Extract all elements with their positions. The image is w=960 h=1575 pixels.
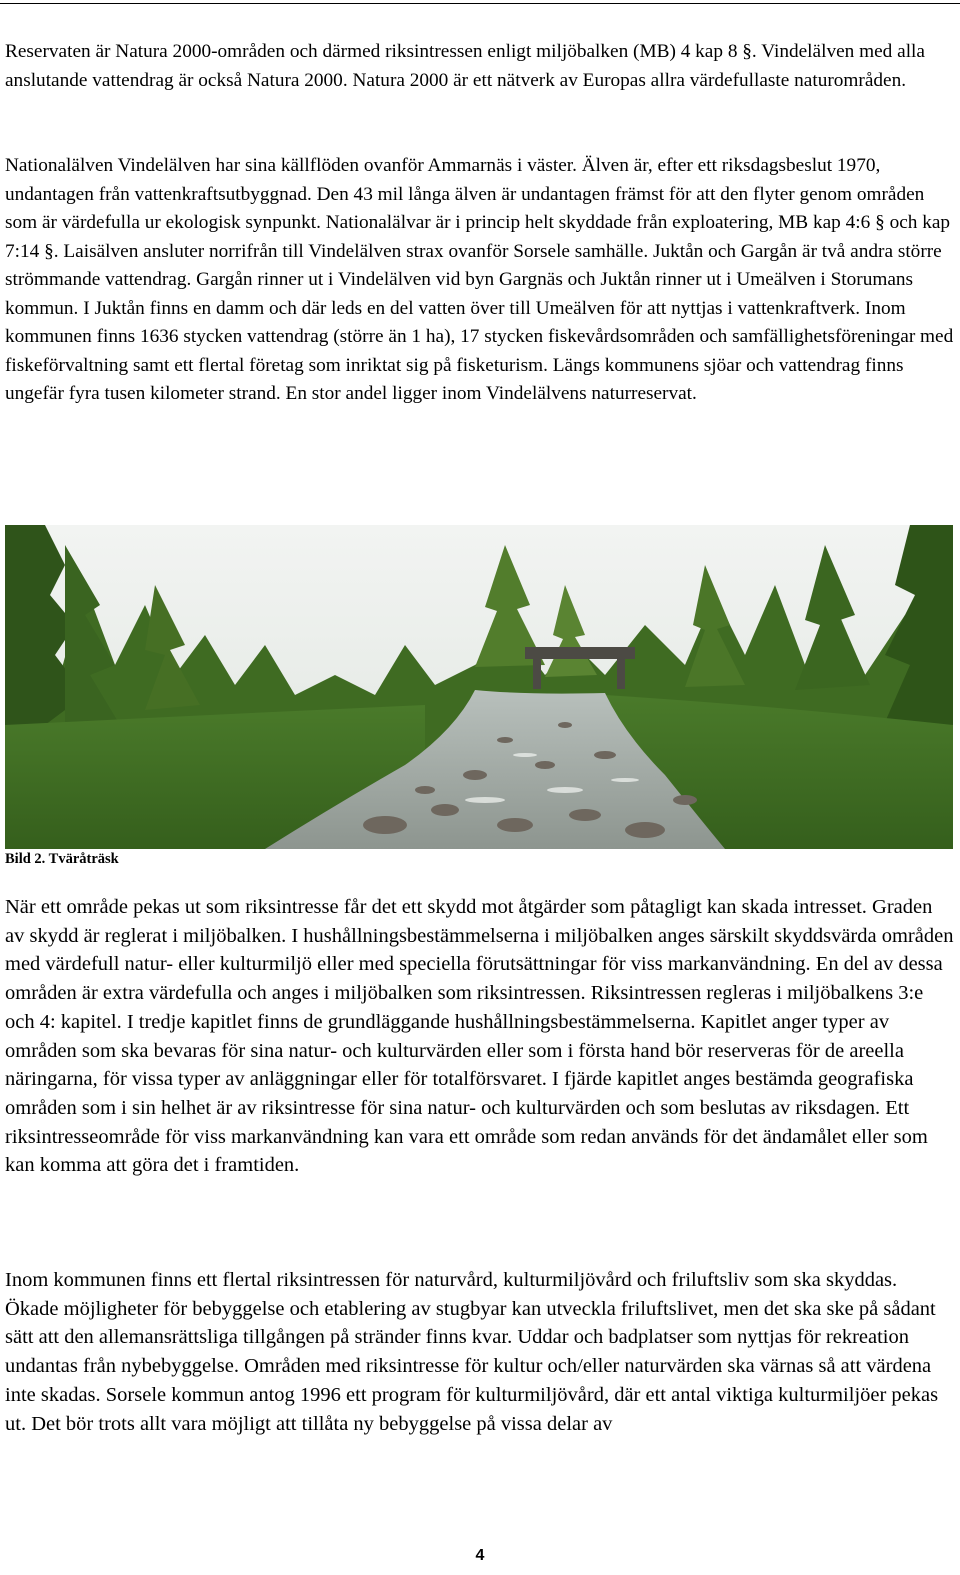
paragraph-riksintresse-skydd: När ett område pekas ut som riksintresse får det ett skydd mot åtgärder som påtagligt kan skada intresset. Graden av skydd är reglerat i miljöbalken. I hushållningsbestämmelserna i miljöbalken anges särskilt skyddsvärda områden med värdefull natur- eller kulturmiljö eller med speciella förutsättningar för viss markanvändning. En del av dessa områden är extra värdefulla och anges i miljöbalken som riksintressen. Riksintressen regleras i miljöbalkens 3:e och 4: kapitel. I tredje kapitlet finns de grundläggande hushållningsbestämmelserna. Kapitlet anger typer av områden som ska bevaras för sina natur- och kulturvärden eller som i första hand bör reserveras för de areella näringarna, för vissa typer av anläggningar eller för totalförsvaret. I fjärde kapitlet anges bestämda geografiska områden som i sin helhet är av riksintresse för sina natur- och kulturvärden och som beslutas av riksdagen. Ett riksintresseområde för viss markanvändning kan vara ett område som redan används för det ändamålet eller som kan komma att göra det i framtiden.: [5, 896, 954, 1177]
figure-caption: Bild 2. Tväråträsk: [5, 851, 119, 867]
paragraph-vindelalven: Nationalälven Vindelälven har sina källflöden ovanför Ammarnäs i väster. Älven är, efter ett riksdagsbeslut 1970, undantagen från vattenkraftsutbyggnad. Den 43 mil långa älven är undantagen främst för att den flyter genom områden som är värdefulla ur ekologisk synpunkt. Nationalälvar är i princip helt skyddade från exploatering, MB kap 4:6 § och kap 7:14 §. Laisälven ansluter norrifrån till Vindelälven strax ovanför Sorsele samhälle. Juktån och Gargån är två andra större strömmande vattendrag. Gargån rinner ut i Vindelälven vid byn Gargnäs och Juktån rinner ut i Umeälven i Storumans kommun. I Juktån finns en damm och där leds en del vatten över till Umeälven för att nyttjas i vattenkraftverk. Inom kommunen finns 1636 stycken vattendrag (större än 1 ha), 17 stycken fiskevårdsområden och samfällighetsföreningar med fiskeförvaltning samt ett flertal företag som inriktat sig på fisketurism. Längs kommunens sjöar och vattendrag finns ungefär fyra tusen kilometer strand. En stor andel ligger inom Vindelälvens naturreservat.: [5, 155, 954, 404]
header-rule: [0, 3, 960, 4]
paragraph-natura-2000: Reservaten är Natura 2000-områden och därmed riksintressen enligt miljöbalken (MB) 4 kap 8 §. Vindelälven med alla anslutande vattendrag är också Natura 2000. Natura 2000 är ett nätverk av Europas allra värdefullaste naturområden.: [5, 41, 925, 91]
page-number: 4: [475, 1547, 485, 1564]
river-photo: [5, 525, 953, 849]
paragraph-riksintressen-kommunen: Inom kommunen finns ett flertal riksintressen för naturvård, kulturmiljövård och friluftsliv som ska skyddas. Ökade möjligheter för bebyggelse och etablering av stugbyar kan utveckla friluftslivet, men det ska ske på sådant sätt att den allemansrättsliga tillgången på stränder finns kvar. Uddar och badplatser som nyttjas för rekreation undantas från nybebyggelse. Områden med riksintresse för kultur och/eller naturvärden ska värnas så att värdena inte skadas. Sorsele kommun antog 1996 ett program för kulturmiljövård, där ett antal viktiga kulturmiljöer pekas ut. Det bör trots allt vara möjligt att tillåta ny bebyggelse på vissa delar av: [5, 1269, 939, 1435]
